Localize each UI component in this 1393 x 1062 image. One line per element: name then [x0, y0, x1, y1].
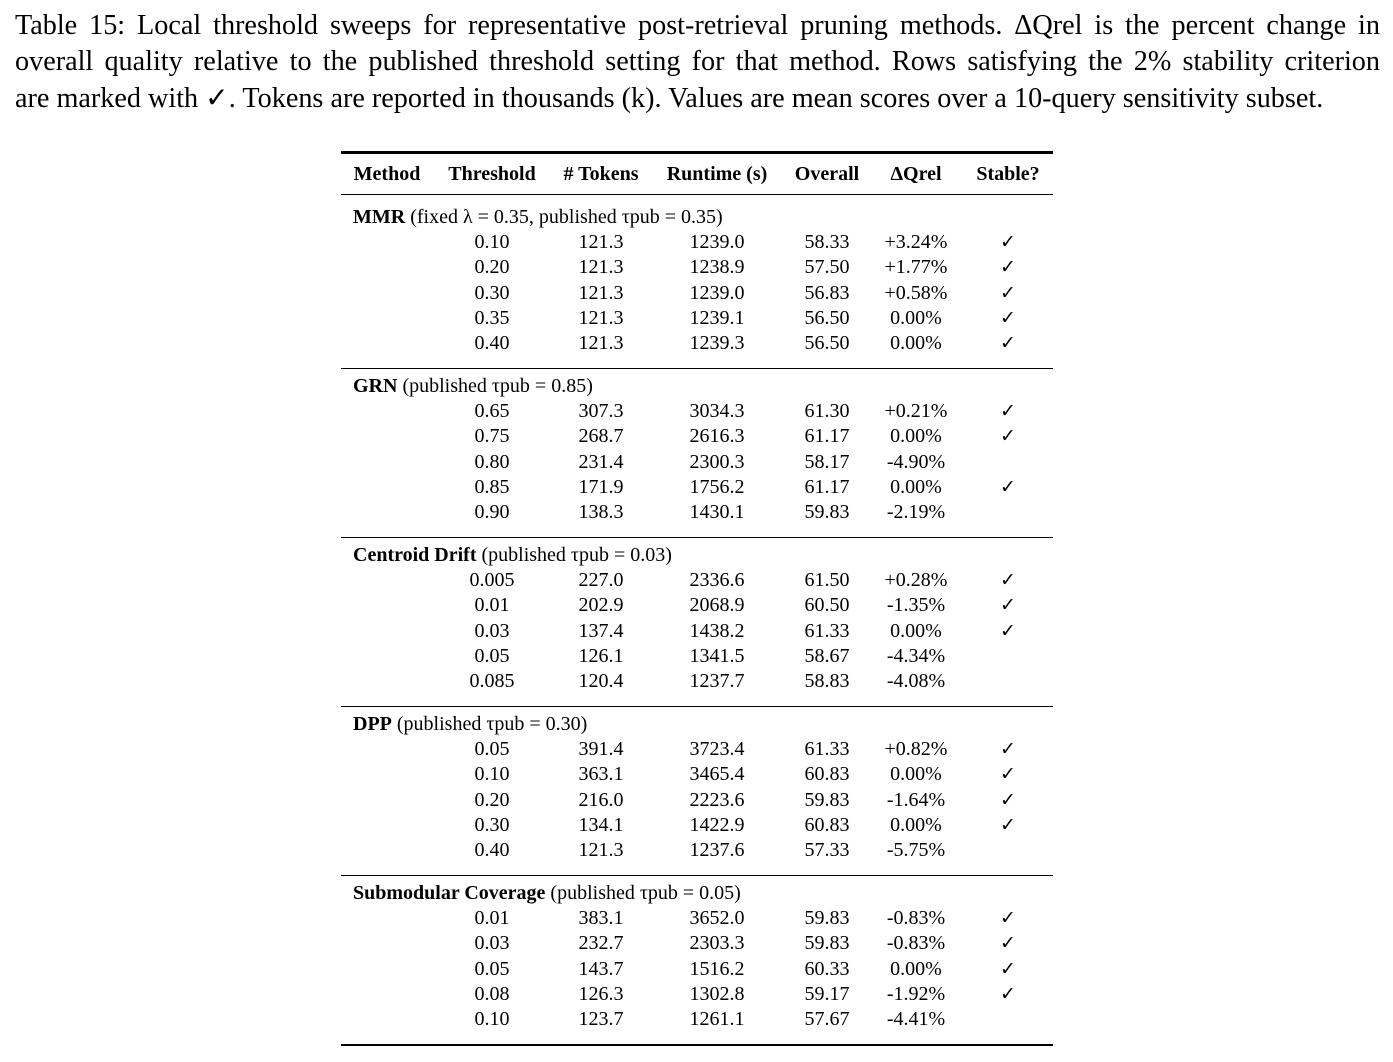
table-cell: 232.7	[578, 932, 624, 955]
table-cell: +3.24%	[884, 231, 948, 253]
table-cell: 0.85	[474, 475, 510, 498]
table-cell: 137.4	[578, 619, 624, 642]
table-cell: 3652.0	[689, 907, 745, 929]
table-cell: 59.83	[804, 907, 850, 929]
table-rule-thin	[341, 706, 1053, 707]
table-cell: 0.30	[474, 281, 510, 304]
table-cell: 58.33	[804, 231, 850, 253]
table-rule-thin	[341, 537, 1053, 538]
table-cell: 60.83	[804, 763, 850, 786]
table-cell: 61.17	[804, 425, 850, 448]
column-header: Overall	[794, 163, 860, 185]
column-header: Runtime (s)	[666, 163, 768, 185]
stable-check-cell: ✓	[1000, 231, 1016, 253]
table-cell: +0.82%	[884, 738, 948, 760]
stable-check-cell: ✓	[1000, 569, 1016, 591]
column-header: Stable?	[976, 163, 1040, 185]
table-cell: 171.9	[578, 475, 624, 498]
table-cell: 1239.0	[689, 281, 745, 304]
table-cell: -0.83%	[886, 907, 946, 929]
table-cell: 307.3	[578, 400, 624, 422]
table-cell: 121.3	[578, 281, 624, 304]
table-cell: 0.65	[474, 400, 510, 422]
table-cell: 0.01	[474, 594, 510, 617]
table-rule-thin	[341, 368, 1053, 369]
table-cell: 143.7	[578, 957, 624, 980]
table-cell: 1237.7	[689, 670, 745, 693]
stable-check-cell: ✓	[1000, 594, 1016, 617]
table-cell: 0.085	[469, 670, 515, 693]
stable-check-cell: ✓	[1000, 306, 1016, 329]
table-cell: 0.00%	[890, 813, 942, 836]
table-cell: 0.75	[474, 425, 510, 448]
table-cell: 121.3	[578, 306, 624, 329]
table-cell: 1238.9	[689, 256, 745, 279]
table-cell: -4.41%	[886, 1008, 946, 1031]
stable-check-cell: ✓	[1000, 619, 1016, 642]
stable-check-cell: ✓	[1000, 738, 1016, 760]
table-cell: 0.05	[474, 644, 510, 667]
table-cell: 0.40	[474, 839, 510, 862]
group-setting: (published τpub = 0.05)	[550, 882, 741, 904]
column-header: Threshold	[448, 163, 536, 185]
table-cell: 134.1	[578, 813, 624, 836]
stable-check-cell: ✓	[1000, 475, 1016, 498]
table-cell: 1239.3	[689, 332, 745, 355]
table-cell: 1237.6	[689, 839, 745, 862]
table-cell: 0.05	[474, 957, 510, 980]
group-method-name: Submodular Coverage	[353, 882, 546, 904]
table-cell: 126.1	[578, 644, 624, 667]
group-method-name: Centroid Drift	[353, 544, 477, 566]
group-title	[353, 543, 672, 567]
table-cell: -1.92%	[886, 982, 946, 1005]
table-cell: 0.20	[474, 788, 510, 811]
table-cell: 138.3	[578, 501, 624, 524]
table-cell: 0.10	[474, 763, 510, 786]
caption-line: Table 15: Local threshold sweeps for representative post-retrieval pruning methods. ΔQrel is the percent change in	[15, 10, 1380, 41]
table-cell: +0.58%	[884, 281, 948, 304]
group-title	[353, 374, 593, 398]
table-cell: 58.83	[804, 670, 850, 693]
table-cell: +0.21%	[884, 400, 948, 422]
table-cell: 2068.9	[689, 594, 745, 617]
stable-check-cell: ✓	[1000, 281, 1016, 304]
table-cell: 0.20	[474, 256, 510, 279]
table-rule-thin	[341, 875, 1053, 876]
table-cell: 3723.4	[689, 738, 745, 760]
group-setting: (fixed λ = 0.35, published τpub = 0.35)	[410, 206, 723, 228]
table-cell: 1261.1	[689, 1008, 745, 1031]
table-cell: 3034.3	[689, 400, 745, 422]
table-cell: 0.00%	[890, 619, 942, 642]
table-cell: -4.08%	[886, 670, 946, 693]
table-cell: 1239.1	[689, 306, 745, 329]
table-cell: 61.33	[804, 619, 850, 642]
table-cell: 56.50	[804, 306, 850, 329]
group-method-name: MMR	[353, 206, 406, 228]
table-cell: 61.33	[804, 738, 850, 760]
table-cell: 2223.6	[689, 788, 745, 811]
stable-check-cell: ✓	[1000, 425, 1016, 448]
group-title	[353, 712, 587, 736]
group-method-name: GRN	[353, 375, 398, 397]
table-cell: 0.30	[474, 813, 510, 836]
table-cell: 0.01	[474, 907, 510, 929]
table-cell: -4.90%	[886, 450, 946, 473]
table-caption	[15, 8, 1380, 117]
table-cell: 0.90	[474, 501, 510, 524]
table-rule-thick	[341, 151, 1053, 154]
table-cell: 57.50	[804, 256, 850, 279]
stable-check-cell: ✓	[1000, 813, 1016, 836]
table-cell: 56.50	[804, 332, 850, 355]
table-cell: 123.7	[578, 1008, 624, 1031]
table-cell: -1.64%	[886, 788, 946, 811]
table-cell: 57.67	[804, 1008, 850, 1031]
table-cell: 1422.9	[689, 813, 745, 836]
group-setting: (published τpub = 0.30)	[396, 713, 588, 735]
column-header: Method	[353, 163, 421, 185]
table-cell: 60.83	[804, 813, 850, 836]
table-cell: 58.17	[804, 450, 850, 473]
table-cell: 0.05	[474, 738, 510, 760]
caption-line: are marked with ✓. Tokens are reported in thousands (k). Values are mean scores over a 10-query sensitivity subset.	[15, 82, 1324, 114]
table-cell: 391.4	[578, 738, 624, 760]
group-setting: (published τpub = 0.03)	[481, 544, 672, 566]
table-cell: 60.50	[804, 594, 850, 617]
table-cell: 61.17	[804, 475, 850, 498]
table-cell: 3465.4	[689, 763, 745, 786]
table-cell: 121.3	[578, 231, 624, 253]
table-cell: 0.00%	[890, 425, 942, 448]
table-cell: 2303.3	[689, 932, 745, 955]
table-cell: 0.00%	[890, 475, 942, 498]
table-cell: 2336.6	[689, 569, 745, 591]
table-cell: 363.1	[578, 763, 624, 786]
group-title	[353, 205, 723, 229]
table-cell: 120.4	[578, 670, 624, 693]
table-rule-thick	[341, 1044, 1053, 1047]
table-cell: 0.10	[474, 1008, 510, 1031]
table-cell: 0.10	[474, 231, 510, 253]
table-cell: 61.50	[804, 569, 850, 591]
column-header: ΔQrel	[890, 163, 942, 185]
table-cell: -1.35%	[886, 594, 946, 617]
table-cell: 126.3	[578, 982, 624, 1005]
table-cell: 0.00%	[890, 306, 942, 329]
table-rule-thin	[341, 194, 1053, 195]
table-cell: -5.75%	[886, 839, 946, 862]
stable-check-cell: ✓	[1000, 400, 1016, 422]
stable-check-cell: ✓	[1000, 957, 1016, 980]
stable-check-cell: ✓	[1000, 256, 1016, 279]
table-cell: 59.17	[804, 982, 850, 1005]
table-cell: 59.83	[804, 788, 850, 811]
table-cell: 383.1	[578, 907, 624, 929]
table-cell: 2616.3	[689, 425, 745, 448]
table-cell: 1430.1	[689, 501, 745, 524]
table-cell: 0.35	[474, 306, 510, 329]
table-cell: 1341.5	[689, 644, 745, 667]
table-cell: 61.30	[804, 400, 850, 422]
table-cell: 231.4	[578, 450, 624, 473]
table-cell: 59.83	[804, 932, 850, 955]
stable-check-cell: ✓	[1000, 763, 1016, 786]
table-cell: 1516.2	[689, 957, 745, 980]
table-cell: -4.34%	[886, 644, 946, 667]
table-cell: 216.0	[578, 788, 624, 811]
table-cell: 121.3	[578, 256, 624, 279]
column-header: # Tokens	[563, 163, 639, 185]
table-cell: -0.83%	[886, 932, 946, 955]
table-cell: 56.83	[804, 281, 850, 304]
table-cell: 0.00%	[890, 763, 942, 786]
table-cell: 1756.2	[689, 475, 745, 498]
caption-line: overall quality relative to the published threshold setting for that method. Rows satisfying the 2% stability criterion	[15, 46, 1380, 78]
group-title	[353, 881, 741, 905]
table-cell: 121.3	[578, 839, 624, 862]
table-cell: 1438.2	[689, 619, 745, 642]
table-cell: 58.67	[804, 644, 850, 667]
table-cell: 59.83	[804, 501, 850, 524]
table-cell: 0.00%	[890, 332, 942, 355]
table-cell: 202.9	[578, 594, 624, 617]
table-cell: 0.03	[474, 619, 510, 642]
table-cell: -2.19%	[886, 501, 946, 524]
stable-check-cell: ✓	[1000, 788, 1016, 811]
stable-check-cell: ✓	[1000, 907, 1016, 929]
table-cell: 0.08	[474, 982, 510, 1005]
table-cell: 57.33	[804, 839, 850, 862]
table-cell: 2300.3	[689, 450, 745, 473]
table-cell: 0.005	[469, 569, 515, 591]
stable-check-cell: ✓	[1000, 982, 1016, 1005]
stable-check-cell: ✓	[1000, 332, 1016, 355]
table-cell: 121.3	[578, 332, 624, 355]
table-cell: +1.77%	[884, 256, 948, 279]
stable-check-cell: ✓	[1000, 932, 1016, 955]
table-cell: 0.80	[474, 450, 510, 473]
group-setting: (published τpub = 0.85)	[402, 375, 593, 397]
table-cell: 60.33	[804, 957, 850, 980]
table-cell: 1239.0	[689, 231, 745, 253]
table-cell: 0.03	[474, 932, 510, 955]
table-cell: 227.0	[578, 569, 624, 591]
table-cell: 1302.8	[689, 982, 745, 1005]
table-cell: 0.00%	[890, 957, 942, 980]
table-cell: +0.28%	[884, 569, 948, 591]
group-method-name: DPP	[353, 713, 392, 735]
table-cell: 268.7	[578, 425, 624, 448]
table-cell: 0.40	[474, 332, 510, 355]
